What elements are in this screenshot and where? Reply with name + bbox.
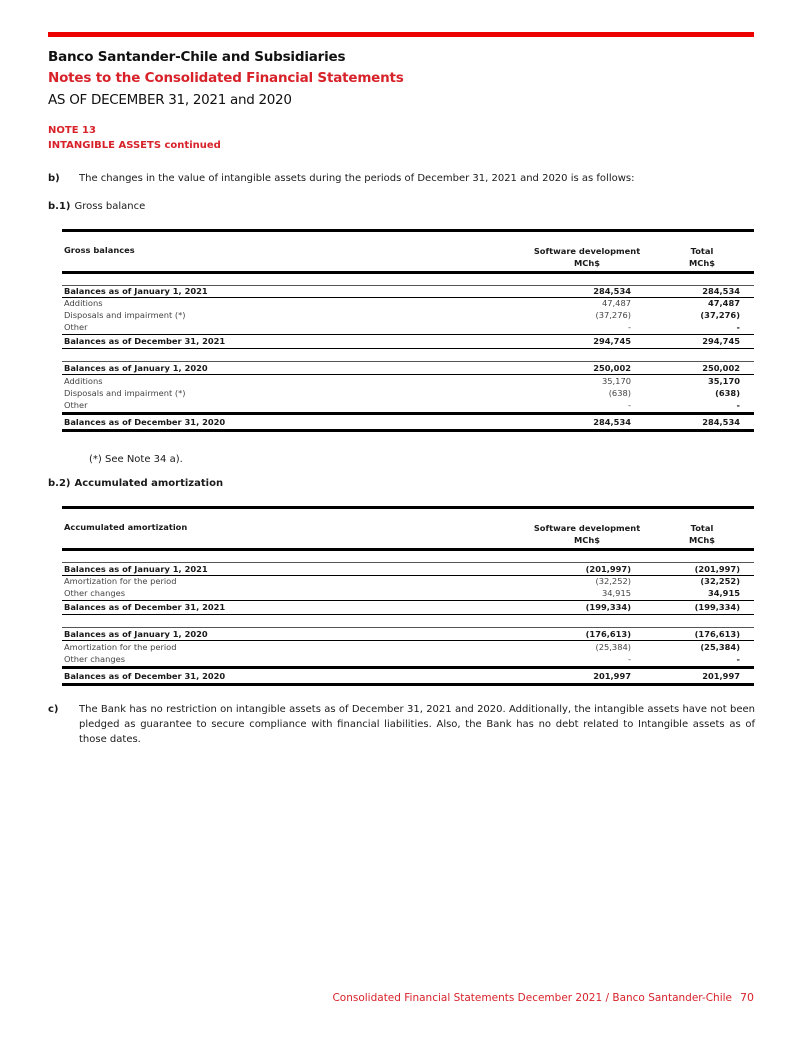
table-row	[62, 285, 754, 297]
footnote: (*) See Note 34 a).	[89, 454, 183, 465]
section-b-text: The changes in the value of intangible assets during the periods of December 31, 2021 and 2020 is as follows:	[79, 173, 635, 184]
row-label: Other	[64, 322, 88, 332]
footer-text: Consolidated Financial Statements December 2021 / Banco Santander-Chile	[332, 992, 732, 1004]
row-label: Amortization for the period	[64, 642, 177, 652]
table-row	[62, 335, 754, 347]
table-row	[62, 399, 754, 411]
page-footer	[332, 991, 754, 1004]
total-value: -	[736, 654, 740, 664]
software-value: 284,534	[593, 417, 631, 427]
total-value: -	[736, 400, 740, 410]
row-label: Amortization for the period	[64, 576, 177, 586]
total-value: -	[736, 322, 740, 332]
note-number: NOTE 13	[48, 125, 96, 136]
software-value: 201,997	[593, 671, 631, 681]
table-row	[62, 362, 754, 374]
software-value: (32,252)	[595, 576, 631, 586]
row-label: Other changes	[64, 654, 126, 664]
header-bottom-rule	[62, 271, 754, 274]
section-b2-heading	[48, 478, 223, 489]
table-row	[62, 587, 754, 599]
table-row	[62, 601, 754, 613]
header-accent-bar	[48, 32, 754, 37]
column-header-total	[672, 522, 732, 546]
table-bottom-rule	[62, 683, 754, 686]
table-row	[62, 297, 754, 309]
software-value: 47,487	[601, 298, 631, 308]
software-value: 284,534	[593, 286, 631, 296]
section-b-intro	[48, 173, 634, 184]
section-b2-title: Accumulated amortization	[74, 478, 224, 489]
row-label: Other	[64, 400, 88, 410]
section-c-text: The Bank has no restriction on intangible assets as of December 31, 2021 and 2020. Additionally, the intangible assets have not been pledged as guarantee to secure compliance with financial liabilities. Also, the Bank has no debt related to Intangible assets as of those dates.	[79, 704, 755, 745]
row-label: Balances as of December 31, 2021	[64, 336, 226, 346]
company-name: Banco Santander-Chile and Subsidiaries	[48, 49, 346, 65]
total-value: (37,276)	[700, 310, 740, 320]
total-value: 294,745	[702, 336, 740, 346]
rule	[62, 412, 754, 415]
table-header-label: Gross balances	[64, 245, 135, 255]
table-row	[62, 375, 754, 387]
total-value: 284,534	[702, 417, 740, 427]
software-value: 34,915	[601, 588, 631, 598]
column-header-software	[517, 522, 657, 546]
row-label: Disposals and impairment (*)	[64, 388, 186, 398]
software-value: 294,745	[593, 336, 631, 346]
software-value: (201,997)	[585, 564, 631, 574]
column-header-software-unit: MCh$	[573, 535, 601, 545]
total-value: 47,487	[707, 298, 740, 308]
table-row	[62, 309, 754, 321]
rule	[62, 614, 754, 615]
software-value: -	[628, 322, 631, 332]
section-b1-title: Gross balance	[74, 201, 146, 212]
row-label: Balances as of December 31, 2021	[64, 602, 226, 612]
row-label: Balances as of January 1, 2020	[64, 363, 208, 373]
software-value: (638)	[608, 388, 631, 398]
column-header-total-line1: Total	[690, 523, 714, 533]
column-header-total	[672, 245, 732, 269]
table-bottom-rule	[62, 429, 754, 432]
row-label: Balances as of January 1, 2021	[64, 286, 208, 296]
table-row	[62, 575, 754, 587]
section-b-label: b)	[48, 173, 60, 184]
column-header-software-line1: Software development	[533, 523, 641, 533]
row-label: Balances as of December 31, 2020	[64, 417, 226, 427]
total-value: (32,252)	[700, 576, 740, 586]
total-value: 284,534	[702, 286, 740, 296]
section-c-label: c)	[48, 704, 59, 715]
total-value: (25,384)	[700, 642, 740, 652]
table-top-rule	[62, 506, 754, 509]
total-value: (638)	[715, 388, 740, 398]
section-b1-heading	[48, 201, 145, 212]
total-value: (176,613)	[694, 629, 740, 639]
column-header-software-unit: MCh$	[573, 258, 601, 268]
column-header-total-unit: MCh$	[688, 535, 716, 545]
row-label: Additions	[64, 376, 103, 386]
table-row	[62, 563, 754, 575]
total-value: 250,002	[702, 363, 740, 373]
total-value: 35,170	[707, 376, 740, 386]
header-bottom-rule	[62, 548, 754, 551]
table-row	[62, 387, 754, 399]
column-header-total-line1: Total	[690, 246, 714, 256]
software-value: 250,002	[593, 363, 631, 373]
as-of-date: AS OF DECEMBER 31, 2021 and 2020	[48, 92, 292, 108]
software-value: -	[628, 400, 631, 410]
rule	[62, 348, 754, 349]
section-b1-label: b.1)	[48, 201, 71, 212]
section-b2-label: b.2)	[48, 478, 71, 489]
software-value: (176,613)	[585, 629, 631, 639]
note-title: INTANGIBLE ASSETS continued	[48, 140, 221, 151]
row-label: Balances as of December 31, 2020	[64, 671, 226, 681]
software-value: (37,276)	[595, 310, 631, 320]
table-top-rule	[62, 229, 754, 232]
table-row	[62, 416, 754, 428]
page-number: 70	[740, 991, 754, 1004]
total-value: 34,915	[707, 588, 740, 598]
row-label: Balances as of January 1, 2020	[64, 629, 208, 639]
section-c-paragraph	[48, 702, 755, 747]
rule	[62, 666, 754, 669]
row-label: Disposals and impairment (*)	[64, 310, 186, 320]
table-row	[62, 653, 754, 665]
table-row	[62, 628, 754, 640]
table-row	[62, 321, 754, 333]
software-value: (199,334)	[585, 602, 631, 612]
software-value: -	[628, 654, 631, 664]
row-label: Balances as of January 1, 2021	[64, 564, 208, 574]
total-value: (201,997)	[694, 564, 740, 574]
table-header-label: Accumulated amortization	[64, 522, 188, 532]
column-header-software	[517, 245, 657, 269]
row-label: Additions	[64, 298, 103, 308]
software-value: (25,384)	[595, 642, 631, 652]
table-row	[62, 670, 754, 682]
column-header-total-unit: MCh$	[688, 258, 716, 268]
column-header-software-line1: Software development	[533, 246, 641, 256]
total-value: 201,997	[702, 671, 740, 681]
row-label: Other changes	[64, 588, 126, 598]
table-row	[62, 641, 754, 653]
total-value: (199,334)	[694, 602, 740, 612]
document-title: Notes to the Consolidated Financial Statements	[48, 70, 404, 86]
software-value: 35,170	[601, 376, 631, 386]
